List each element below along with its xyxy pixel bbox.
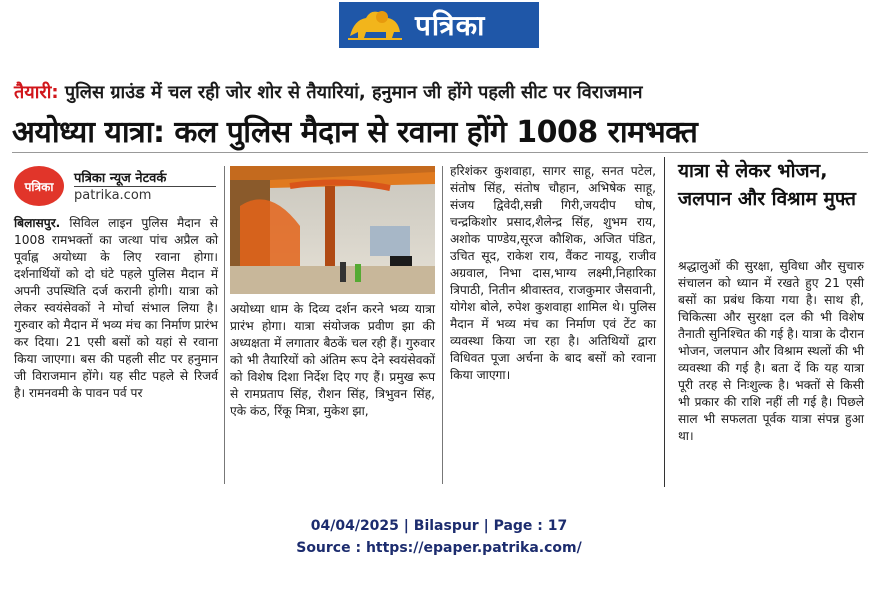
- headline-divider: [12, 152, 868, 153]
- column-divider: [442, 166, 443, 484]
- footer-source-line: Source : https://epaper.patrika.com/: [296, 540, 582, 556]
- sidebar-heading: यात्रा से लेकर भोजन, जलपान और विश्राम मुफ्त: [678, 160, 856, 210]
- sidebar-divider: [664, 157, 665, 487]
- byline-site: patrika.com: [74, 188, 152, 203]
- article-column-3: [450, 163, 656, 384]
- byline-divider: [74, 186, 216, 187]
- kicker-separator: :: [51, 82, 59, 103]
- sidebar-body: [678, 258, 864, 445]
- kicker-text: पुलिस ग्राउंड में चल रही जोर शोर से तैयारियां, हनुमान जी होंगे पहली सीट पर विराजमान: [64, 82, 643, 103]
- article-text-2: अयोध्या धाम के दिव्य दर्शन करने भव्य यात्रा प्रारंभ होगा। यात्रा संयोजक प्रवीण झा की अध्यक्षता में लगातार बैठकें चल रही हैं। गुरुवार को भी तैयारियों को अंतिम रूप देने स्वयंसेवकों को विशेष दिशा निर्देश दिए गए हैं। प्रमुख रूप से रामप्रताप सिंह, रौशन सिंह, त्रिभुवन सिंह, एके कंठ, रिंकू मित्रा, मुकेश झा,: [230, 302, 435, 418]
- article-column-2: [230, 301, 435, 420]
- headline: अयोध्या यात्रा: कल पुलिस मैदान से रवाना होंगे 1008 रामभक्त: [12, 115, 698, 150]
- column-divider: [224, 166, 225, 484]
- article-column-1: [14, 215, 218, 402]
- footer-date-line: 04/04/2025 | Bilaspur | Page : 17: [310, 518, 568, 534]
- dateline: बिलासपुर.: [14, 216, 61, 230]
- masthead-logo: [339, 2, 539, 48]
- kicker: [14, 80, 643, 104]
- byline-logo: पत्रिका: [14, 166, 64, 206]
- article-text-1: सिविल लाइन पुलिस मैदान से 1008 रामभक्तों का जत्था पांच अप्रैल को पूर्वाह्न अयोध्या के लिए रवाना होगा। दर्शनार्थियों को दो घंटे पहले पुलिस मैदान में अपनी उपस्थिति दर्ज करानी होगी। यात्रा को लेकर स्वयंसेवकों ने मोर्चा संभाल लिया है। गुरुवार को मैदान में भव्य मंच का निर्माण प्रारंभ कर दिया। 21 एसी बसों को यहां से रवाना किया जाएगा। बस की पहली सीट पर हनुमान जी विराजमान होंगे। यह सीट पहले से रिजर्व है। रामनवमी के पावन पर्व पर: [14, 216, 218, 400]
- kicker-label: तैयारी: [14, 82, 52, 103]
- article-text-3: हरिशंकर कुशवाहा, सागर साहू, सनत पटेल, संतोष सिंह, संतोष चौहान, अभिषेक साहू, संजय द्विवेदी,सन्नी गिरी,जयदीप घोष, चन्द्रकिशोर प्रसाद,शैलेन्द्र सिंह, शुभम राय, अशोक पाण्डेय,सूरज कौशिक, अजित पंडित, उचित सूद, राकेश राय, वैंकट नायडू, राजीव अग्रवाल, निभा दास,भाग्य लक्ष्मी,निहारिका त्रिपाठी, नितीन श्रीवास्तव, राजकुमार जैसवानी, योगेश बोले, रुपेश कुशवाहा शामिल थे। पुलिस मैदान में भव्य मंच का निर्माण एवं टेंट का व्यवस्था किया जा रहा है। अतिथियों द्वारा विधिवत पूजा अर्चना के बाद बसों को रवाना किया जाएगा।: [450, 164, 656, 382]
- masthead-brand: पत्रिका: [415, 9, 486, 42]
- news-photo: [230, 166, 435, 294]
- byline-network: पत्रिका न्यूज नेटवर्क: [74, 171, 167, 186]
- lion-icon: [339, 2, 409, 48]
- sidebar-text: श्रद्धालुओं की सुरक्षा, सुविधा और सुचारु संचालन को ध्यान में रखते हुए 21 एसी बसों का प्रबंध किया गया है। साथ ही, चिकित्सा और सुरक्षा दल की भी विशेष तैनाती सुनिश्चित की गई है। यात्रा के दौरान भोजन, जलपान और विश्राम स्थलों की भी व्यवस्था की गई है। बता दें कि यह यात्रा पूरी तरह से निःशुल्क है। भक्तों से किसी भी प्रकार की राशि नहीं ली गई है। पिछले साल भी सफलता पूर्वक यात्रा संपन्न हुआ था।: [678, 259, 864, 443]
